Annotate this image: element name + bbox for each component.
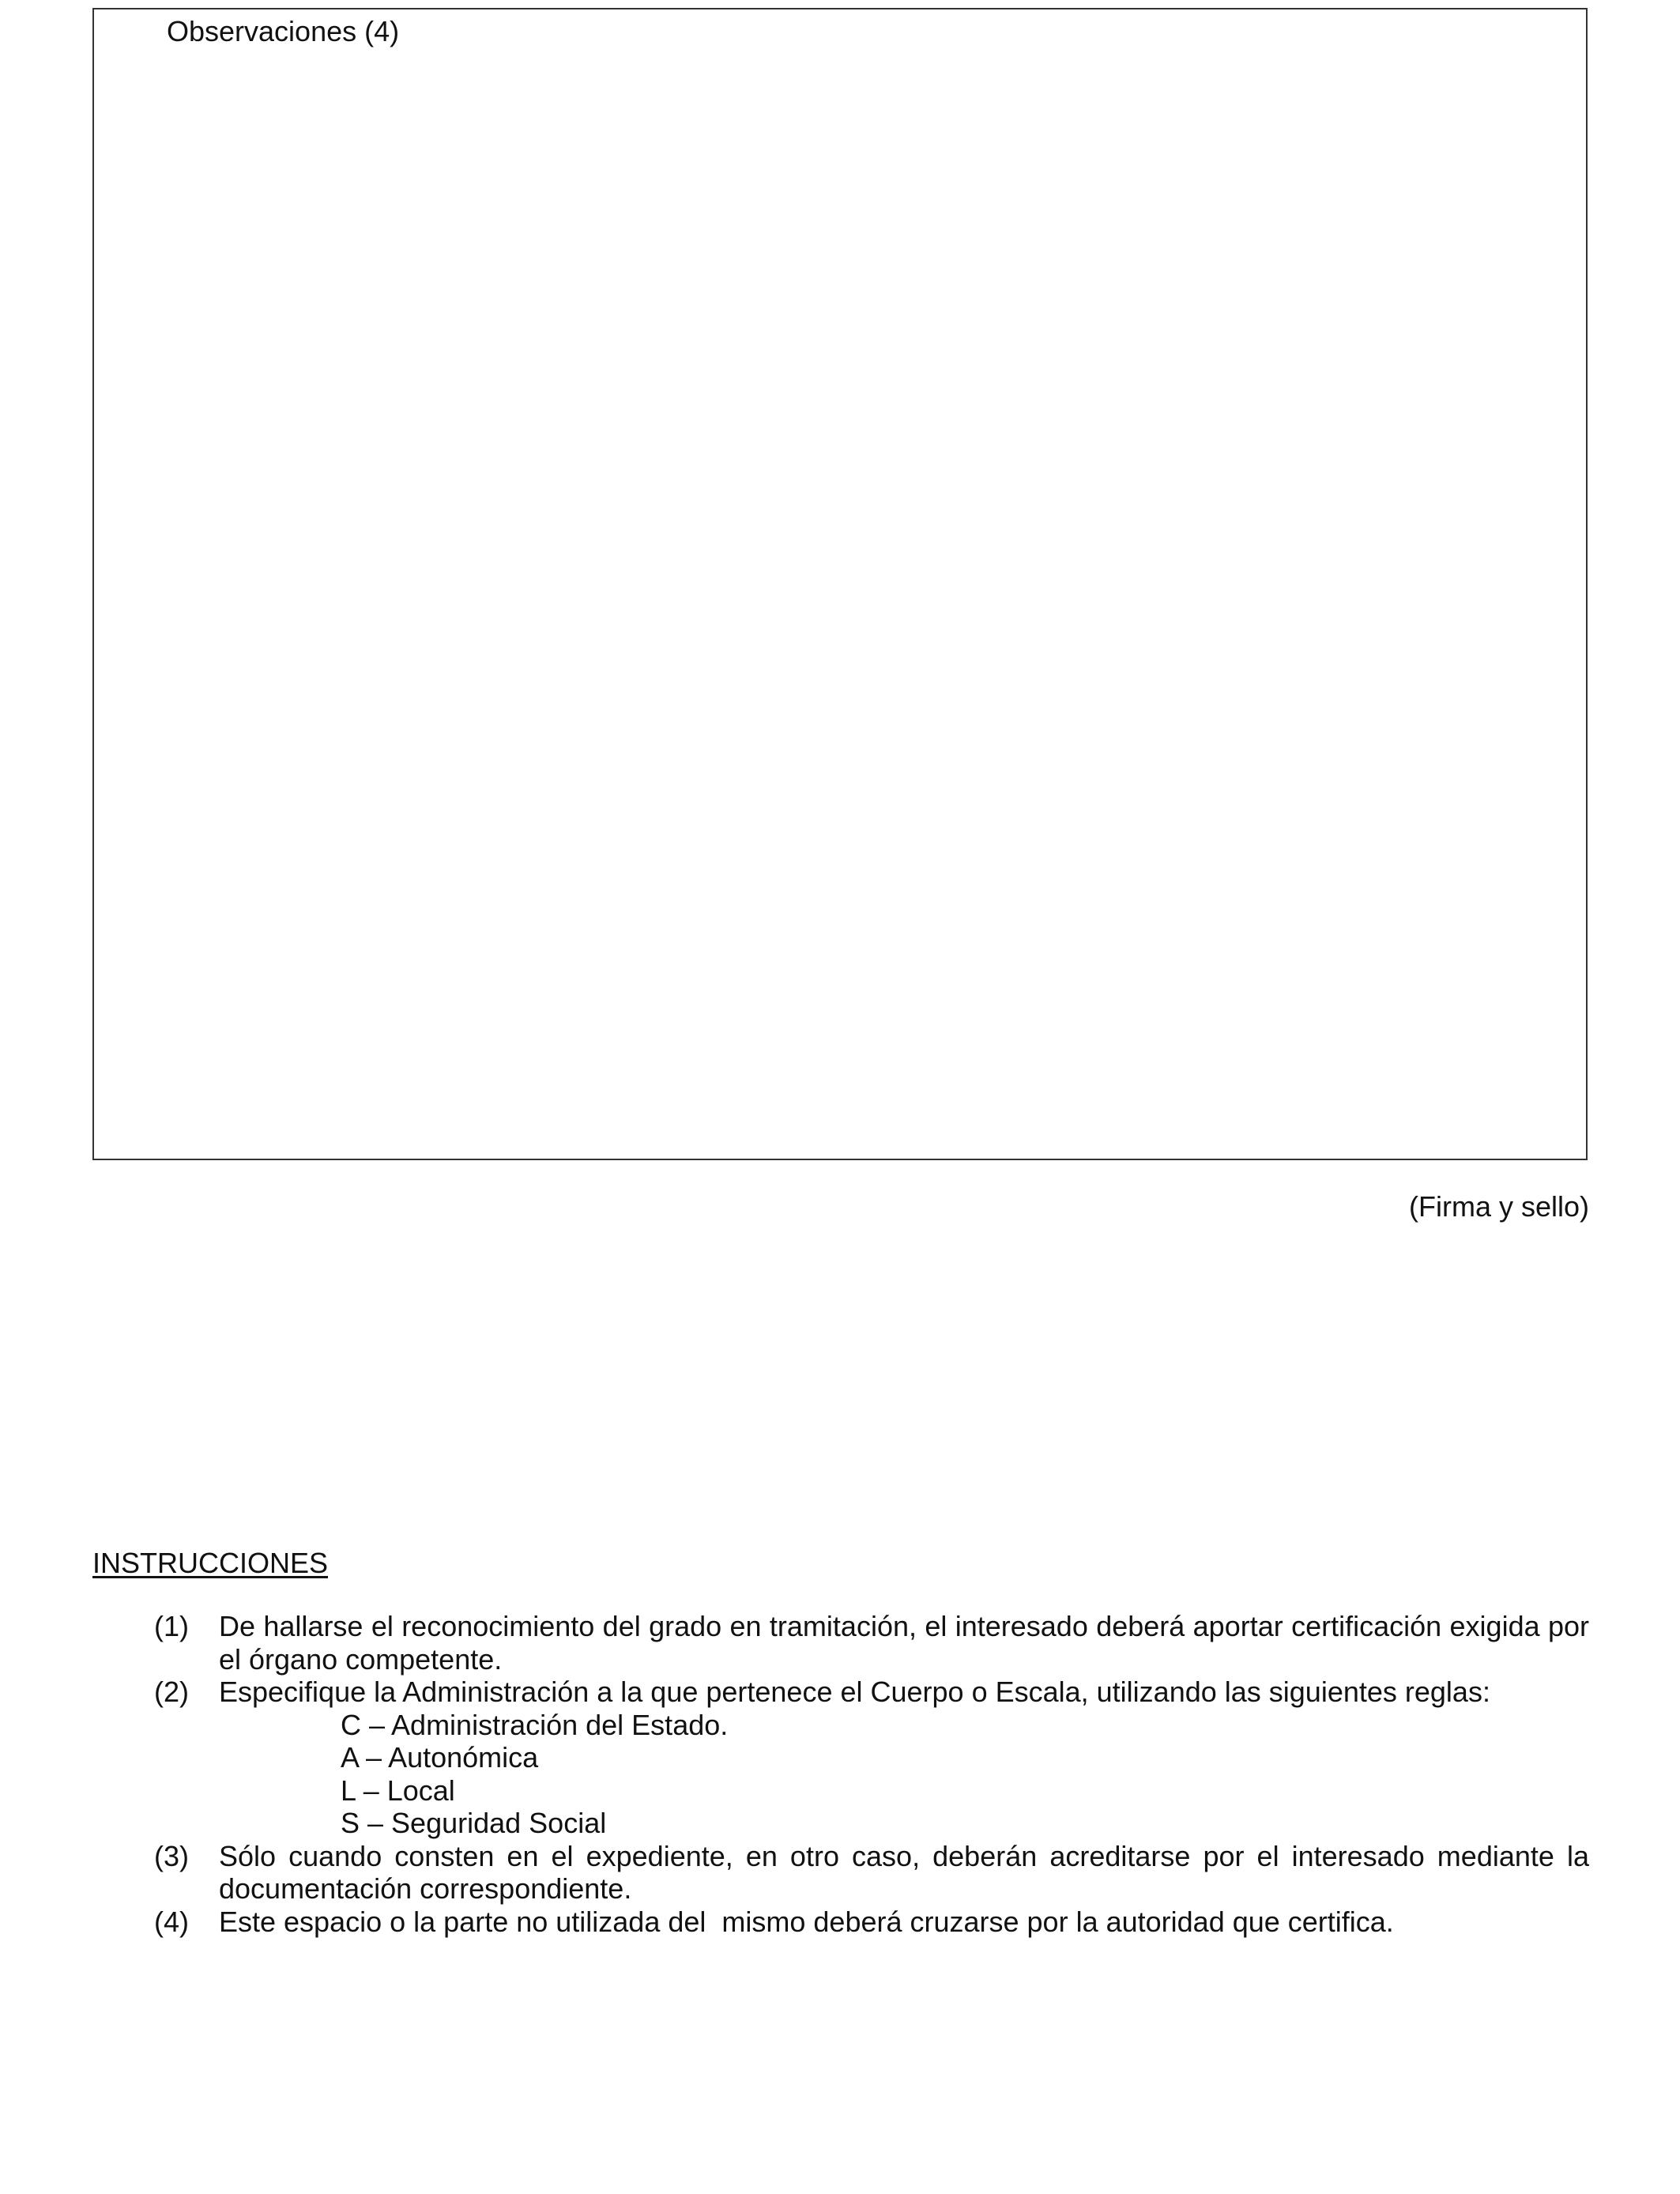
- instruccion-text-1: De hallarse el reconocimiento del grado en tramitación, el interesado deberá aportar certificación exigida por el órgano competente.: [219, 1610, 1589, 1676]
- observaciones-box: [92, 8, 1588, 1160]
- rule-s: S – Seguridad Social: [341, 1807, 607, 1839]
- rule-l: L – Local: [341, 1774, 455, 1807]
- instruccion-item-4: [154, 1906, 1589, 1939]
- instruccion-text-2: Especifique la Administración a la que pertenece el Cuerpo o Escala, utilizando las siguientes reglas:: [219, 1676, 1490, 1708]
- instruccion-item-2: [154, 1676, 1589, 1840]
- instruccion-text-4: Este espacio o la parte no utilizada del mismo deberá cruzarse por la autoridad que certifica.: [219, 1905, 1394, 1938]
- instruccion-item-3: [154, 1840, 1589, 1906]
- rule-c: C – Administración del Estado.: [341, 1708, 729, 1741]
- observaciones-label: Observaciones (4): [167, 15, 400, 47]
- administracion-rules: [219, 1709, 1589, 1840]
- instruccion-number-3: (3): [154, 1839, 189, 1872]
- instruccion-text-3: Sólo cuando consten en el expediente, en otro caso, deberán acreditarse por el interesado mediante la documentación correspondiente.: [219, 1839, 1589, 1905]
- firma-y-sello-label: (Firma y sello): [1408, 1190, 1589, 1223]
- instrucciones-title: INSTRUCCIONES: [92, 1547, 329, 1579]
- instruccion-item-1: [154, 1610, 1589, 1676]
- instruccion-number-1: (1): [154, 1610, 189, 1642]
- instruccion-number-4: (4): [154, 1905, 189, 1938]
- rule-a: A – Autonómica: [341, 1741, 539, 1774]
- instrucciones-list: [154, 1610, 1589, 1938]
- instruccion-number-2: (2): [154, 1676, 189, 1708]
